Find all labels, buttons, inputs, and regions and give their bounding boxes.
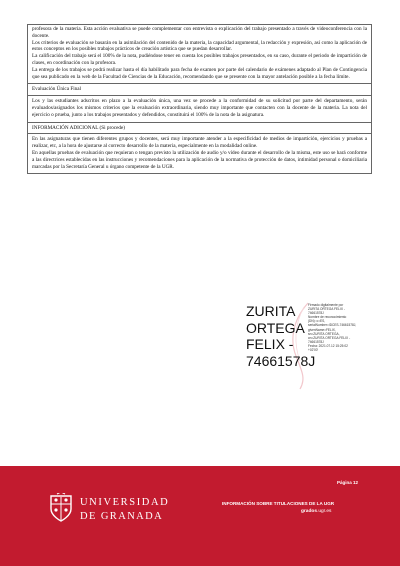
paragraph: Los criterios de evaluación se basarán en la asimilación del contenido de la materia, la capacidad argumental, la redacción y expresión, así como la aplicación de estos conceptos en los posibles trabajos prácticos de creación artística que se puedan desarrollar. <box>32 39 367 53</box>
evaluation-continued-section <box>28 25 371 84</box>
grados-link[interactable] <box>301 509 331 514</box>
signature-detail-line: ZURITA ORTEGA FELIX - <box>308 307 345 312</box>
paragraph: profesora de la materia. Esta acción evaluativa se puede complementar con entrevista o explicación del trabajo presentado a través de videoconferencia con la docente. <box>32 26 367 39</box>
signature-detail-line: givenName=FELIX, <box>308 327 336 332</box>
signature-detail-line: sn=ZURITA ORTEGA, <box>308 331 340 336</box>
section-body <box>28 96 371 121</box>
paragraph: La entrega de los trabajos se podrá realizar hasta el día habilitado para fecha de examen por parte del calendario de exámenes adaptado al Plan de Contingencia que sea publicado en la web de la Facultad de Ciencias de la Educación, recomendando que se presente con la mayor antelación posible a la fecha límite. <box>32 66 367 80</box>
evaluacion-unica-final-section <box>28 84 371 122</box>
guide-content-table <box>27 24 372 174</box>
footer-info-label: INFORMACIÓN SOBRE TITULACIONES DE LA UGR <box>222 501 335 506</box>
digital-signature <box>246 303 396 383</box>
page-number: Página 12 <box>336 480 358 485</box>
signature-detail-line: Firmado digitalmente por <box>308 303 344 307</box>
signer-name-line: FELIX - <box>246 336 294 352</box>
grados-link-part: grados <box>301 509 317 514</box>
section-heading: INFORMACIÓN ADICIONAL (Si procede) <box>28 123 371 135</box>
signer-name-line: 74661578J <box>246 352 316 369</box>
signer-name-line: ZURITA <box>246 303 296 319</box>
grados-link-part: .ugr.es <box>317 509 332 514</box>
section-body <box>28 134 371 173</box>
paragraph: Los y las estudiantes adscritos en plazo a la evaluación única, una vez se procede a la conformidad de su solicitud por parte del departamento, serán evaluados/asignados los mismos criterios que la evaluación extraordinaria, siendo muy importante que contacten con la docente de la materia. La nota del ejercicio o prueba, junto a los trabajos presentados y defendidos, constituirá el 100% de la nota de la asignatura. <box>32 98 367 118</box>
paragraph: La calificación del trabajo será el 100% de la nota, pudiéndose tener en cuenta los posibles trabajos presentados, en su caso, durante el periodo de impartición de clases, en coordinación con la profesora. <box>32 53 367 66</box>
section-heading: Evaluación Única Final <box>28 84 371 96</box>
section-body <box>28 25 371 83</box>
ugr-crest-icon <box>48 493 74 523</box>
signature-detail-line: +02'00' <box>308 348 319 353</box>
signature-detail-line: cn=ZURITA ORTEGA FELIX - <box>308 335 351 340</box>
signature-detail-line: (DN): c=ES, <box>308 319 326 324</box>
signature-detail-line: 74661578J <box>308 311 324 316</box>
paragraph: En aquellas pruebas de evaluación que requieran o tengan previsto la utilización de audio y/o vídeo durante el desarrollo de la misma, este uso se hará conforme a las directrices establecidas en las instrucciones y recomendaciones para la aplicación de la normativa de protección de datos, intimidad personal o domiciliaria marcadas por la Secretaría General u órgano competente de la UGR. <box>32 149 367 170</box>
signer-name-line: ORTEGA <box>246 319 305 336</box>
signature-detail-line: 74661578J <box>308 339 324 344</box>
signature-detail-line: Nombre de reconocimiento <box>308 315 347 320</box>
signature-detail-line: Fecha: 2021.07.12 15:25:02 <box>308 343 348 348</box>
signature-detail-line: serialNumber=IDCES-74661578J, <box>308 323 357 328</box>
paragraph: En las asignaturas que tienen diferentes grupos y docentes, será muy importante atender a la especificidad de medios de impartición, ejercicios y pruebas a realizar, etc, a la hora de ajustarse al correcto desarrollo de la materia, especialmente en la modalidad online. <box>32 136 367 150</box>
signature-details <box>308 303 370 352</box>
informacion-adicional-section <box>28 123 371 174</box>
university-name-line2: DE GRANADA <box>80 511 164 522</box>
footer-band <box>0 466 400 566</box>
university-name-line1: UNIVERSIDAD <box>80 497 170 508</box>
